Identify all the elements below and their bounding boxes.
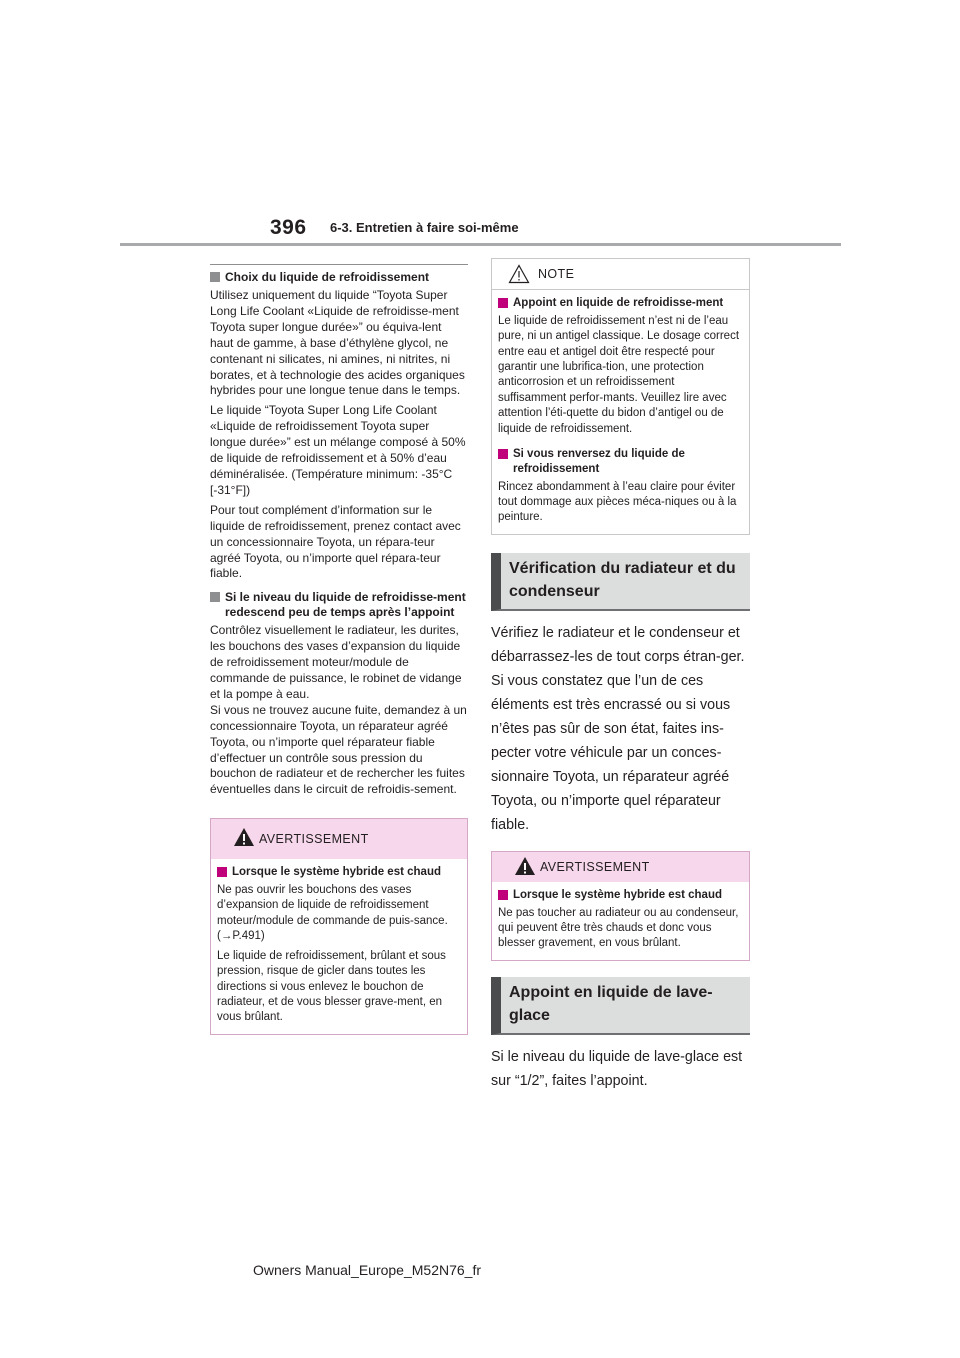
warning-paragraph: Ne pas ouvrir les bouchons des vases d’expansion de liquide de refroidissement moteur/module de commande de puis-sance. (→P.491) [217,884,448,943]
warning-subsection [498,888,743,903]
section-banner-washer: Appoint en liquide de lave-glace [491,977,750,1035]
body-text: Si le niveau du liquide de lave-glace est sur “1/2”, faites l’appoint. [491,1048,743,1089]
warning-subsection [217,865,461,880]
square-bullet-icon [210,272,220,282]
body-text: Vérifiez le radiateur et le condenseur et débarrassez-les de tout corps étran-ger. Si vous constatez que l’un de ces éléments est très encrassé ou si vous n’êtes pas sûr de son état, faites ins-pecter votre véhicule par un conces-sionnaire Toyota, un réparateur agréé Toyota, ou n’importe quel réparateur fiable. [491,624,745,833]
left-column [210,264,468,1035]
note-label: NOTE [538,267,575,281]
subsection-title: Choix du liquide de refroidissement [225,270,430,284]
warning-triangle-icon [514,856,536,876]
warning-label: AVERTISSEMENT [259,832,369,847]
warning-header [211,819,467,859]
note-subsection [498,296,743,311]
paragraph: Contrôlez visuellement le radiateur, les durites, les bouchons des vases d’expansion du liquide de refroidissement moteur/module de commande de puissance, le robinet de vidange et la pompe à eau. [210,623,462,701]
note-subsection [498,447,743,477]
note-paragraph: Rincez abondamment à l’eau claire pour éviter tout dommage aux pièces méca-niques ou à la peinture. [498,480,737,524]
right-column [491,258,750,1093]
square-bullet-icon [210,592,220,602]
section-rule [210,264,468,265]
footer-manual-id: Owners Manual_Europe_M52N76_fr [253,1262,482,1278]
note-box [491,258,750,535]
warning-paragraph: Le liquide de refroidissement, brûlant et sous pression, risque de gicler dans toutes les directions si vous enlevez le bouchon de radiateur, et de vous blesser grave-ment, en vous brûlant. [217,949,446,1024]
warning-title: Lorsque le système hybride est chaud [232,866,441,879]
paragraph: Si vous ne trouvez aucune fuite, demandez à un concessionnaire Toyota, un réparateur agréé Toyota, ou n’importe quel réparateur fiable d’effectuer un contrôle sous pression du bouchon de radiateur et de rechercher les fuites éventuelles dans le circuit de refroidis-sement. [210,702,467,797]
note-body [492,290,749,534]
note-title: Appoint en liquide de refroidisse-ment [513,297,724,309]
paragraph: Le liquide “Toyota Super Long Life Coolant «Liquide de refroidissement Toyota super longue durée»” est un mélange composé à 50% de liquide de refroidissement et à 50% d’eau déminéralisée. (Température minimum: -35°C [-31°F]) [210,403,466,497]
section-title: 6-3. Entretien à faire soi-même [330,220,519,235]
header-rule [120,243,841,246]
paragraph: Utilisez uniquement du liquide “Toyota Super Long Life Coolant «Liquide de refroidisse-ment Toyota super longue durée»” ou équiva-lent haut de gamme, à base d’éthylène glycol, ne contenant ni silicates, ni amines, ni nitrites, ni borates, et à technologie des acides organiques hybrides pour une longue tenue dans le temps. [210,288,465,398]
warning-body [211,859,467,1033]
warning-box [210,818,468,1034]
warning-body [492,882,749,960]
note-paragraph: Le liquide de refroidissement n’est ni de l’eau pure, ni un antigel classique. Le dosage correct entre eau et antigel doit être respecté pour garantir une lubrifica-tion, une protection anticorrosion et un refroidissement suffisamment perfor-mants. Veuillez lire avec attention l’éti-quette du bidon d’antigel ou de liquide de refroidissement. [498,314,740,435]
warning-triangle-icon [233,827,255,847]
note-title: Si vous renversez du liquide de refroidissement [513,448,685,475]
square-bullet-icon [498,890,508,900]
square-bullet-icon [498,449,508,459]
warning-label: AVERTISSEMENT [540,859,650,874]
square-bullet-icon [217,867,227,877]
section-banner-radiator: Vérification du radiateur et du condenseur [491,553,750,611]
square-bullet-icon [498,298,508,308]
warning-paragraph: Ne pas toucher au radiateur ou au condenseur, qui peuvent être très chauds et donc vous blesser gravement, en vous brûlant. [498,906,739,950]
warning-header [492,852,749,882]
subsection-title: Si le niveau du liquide de refroidisse-ment redescend peu de temps après l’appoint [225,590,466,620]
paragraph: Pour tout complément d’information sur le liquide de refroidissement, prenez contact avec un concessionnaire Toyota, un répara-teur agréé Toyota, ou n’importe quel répara-teur fiable. [210,502,461,581]
warning-title: Lorsque le système hybride est chaud [513,888,722,901]
note-header [492,259,749,290]
caution-triangle-icon [508,264,530,284]
subsection-level-drops [210,590,468,620]
warning-box [491,851,750,961]
page-number: 396 [270,216,307,239]
subsection-coolant-choice [210,270,468,285]
